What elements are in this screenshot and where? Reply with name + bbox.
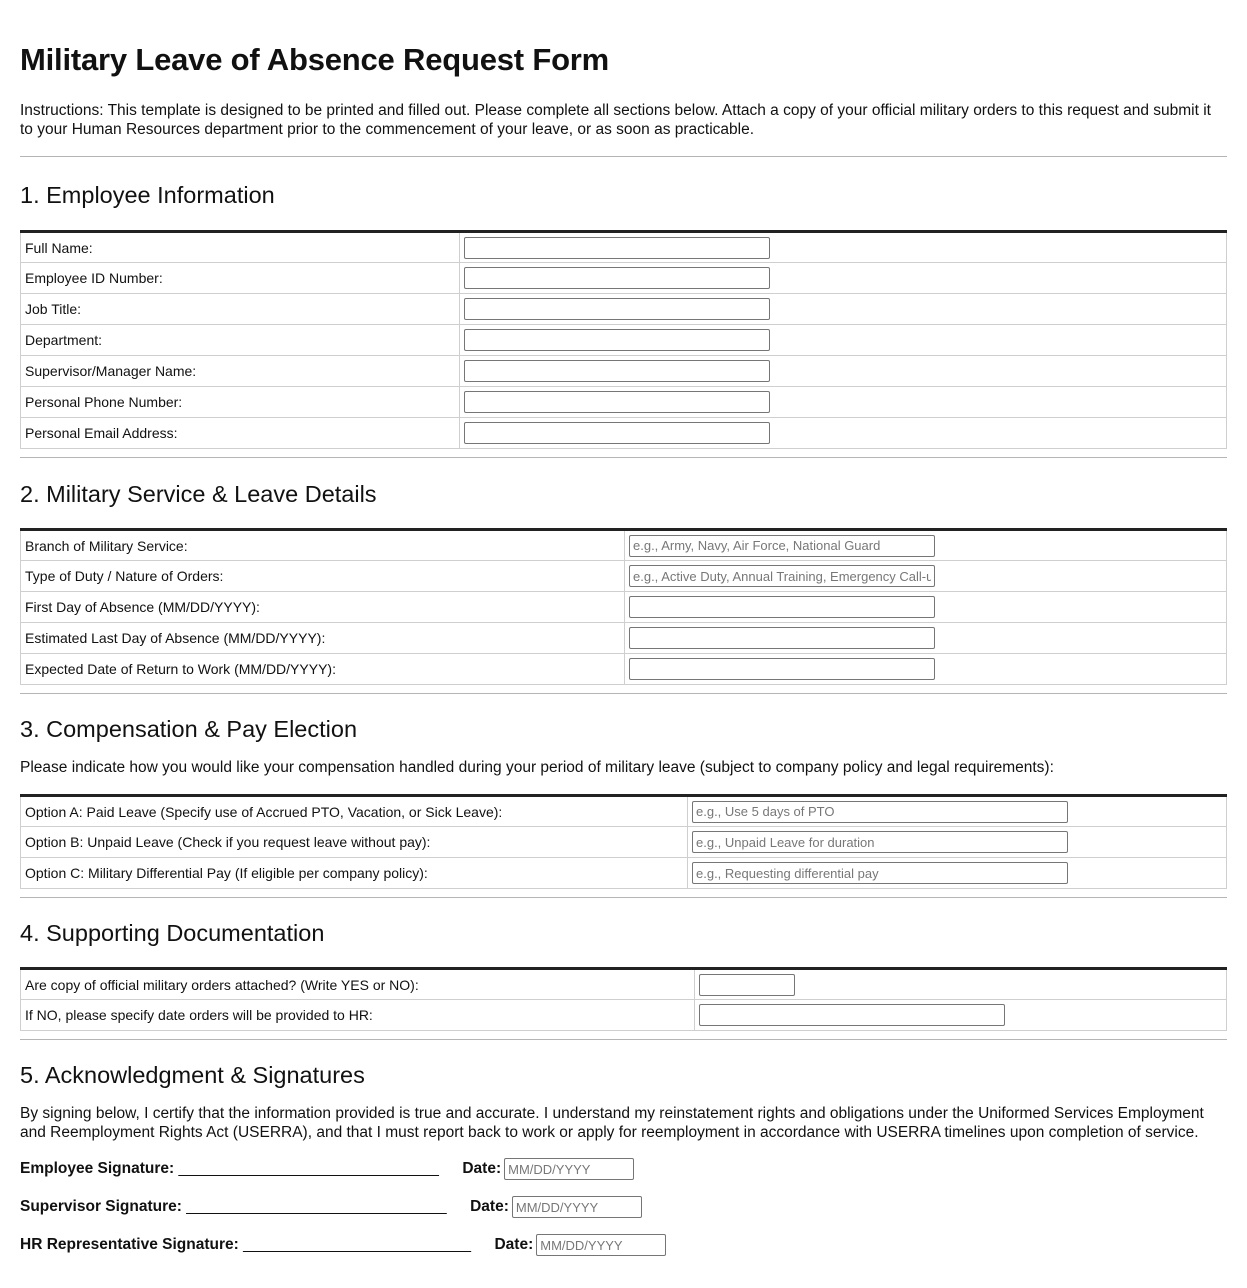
job-title-input[interactable] (464, 298, 770, 320)
table-row (21, 356, 1227, 387)
hr-signature-label: HR Representative Signature: (20, 1236, 239, 1253)
employee-info-table (20, 230, 1227, 449)
branch-input[interactable] (629, 535, 935, 557)
paid-leave-input[interactable] (692, 801, 1068, 823)
employee-date-label: Date: (462, 1160, 502, 1177)
hr-date-label: Date: (494, 1236, 534, 1253)
supervisor-date-label: Date: (470, 1198, 509, 1215)
field-cell (460, 232, 1227, 263)
section-heading-employee-info: 1. Employee Information (20, 182, 275, 208)
field-label: Option C: Military Differential Pay (If eligible per company policy): (21, 858, 688, 889)
employee-signature-label: Employee Signature: (20, 1160, 175, 1177)
field-cell (625, 623, 1227, 654)
hr-date-input[interactable] (536, 1234, 666, 1256)
field-label: Department: (21, 325, 460, 356)
field-cell (688, 796, 1227, 827)
field-cell (688, 827, 1227, 858)
field-cell (695, 969, 1227, 1000)
field-cell (460, 356, 1227, 387)
table-row (21, 1000, 1227, 1031)
employee-id-input[interactable] (464, 267, 770, 289)
field-label: Branch of Military Service: (21, 530, 625, 561)
table-row (21, 827, 1227, 858)
full-name-input[interactable] (464, 237, 770, 259)
table-row (21, 232, 1227, 263)
hr-signature-row (20, 1226, 1227, 1264)
table-row (21, 969, 1227, 1000)
field-label: Personal Phone Number: (21, 387, 460, 418)
field-label: Expected Date of Return to Work (MM/DD/YYYY): (21, 654, 625, 685)
field-label: Employee ID Number: (21, 263, 460, 294)
field-cell (688, 858, 1227, 889)
table-row (21, 418, 1227, 449)
field-cell (625, 654, 1227, 685)
acknowledgment-text: By signing below, I certify that the information provided is true and accurate. I understand my reinstatement rights and obligations under the Uniformed Services Employment and Reemployment Rights Act (USERRA), and that I must report back to work or apply for reemployment in accordance with USERRA timelines upon completion of service. (20, 1105, 1204, 1141)
table-row (21, 263, 1227, 294)
orders-date-input[interactable] (699, 1004, 1005, 1026)
table-row (21, 325, 1227, 356)
table-row (21, 530, 1227, 561)
field-label: Are copy of official military orders attached? (Write YES or NO): (21, 969, 695, 1000)
employee-signature-line[interactable]: ________________________________ (178, 1160, 439, 1177)
supervisor-signature-row (20, 1188, 1227, 1226)
compensation-instructions: Please indicate how you would like your compensation handled during your period of military leave (subject to company policy and legal requirements): (20, 759, 1054, 776)
email-input[interactable] (464, 422, 770, 444)
section-heading-documentation: 4. Supporting Documentation (20, 920, 325, 946)
field-cell (460, 263, 1227, 294)
phone-input[interactable] (464, 391, 770, 413)
field-label: Job Title: (21, 294, 460, 325)
supervisor-signature-label: Supervisor Signature: (20, 1198, 182, 1215)
unpaid-leave-input[interactable] (692, 831, 1068, 853)
differential-pay-input[interactable] (692, 862, 1068, 884)
field-cell (460, 418, 1227, 449)
field-label: First Day of Absence (MM/DD/YYYY): (21, 592, 625, 623)
return-date-input[interactable] (629, 658, 935, 680)
field-label: Option B: Unpaid Leave (Check if you request leave without pay): (21, 827, 688, 858)
supervisor-signature-line[interactable]: ________________________________ (186, 1198, 447, 1215)
orders-attached-input[interactable] (699, 974, 795, 996)
supervisor-name-input[interactable] (464, 360, 770, 382)
section-heading-military-details: 2. Military Service & Leave Details (20, 481, 377, 507)
field-cell (695, 1000, 1227, 1031)
field-label: Type of Duty / Nature of Orders: (21, 561, 625, 592)
table-row (21, 796, 1227, 827)
department-input[interactable] (464, 329, 770, 351)
field-label: If NO, please specify date orders will be provided to HR: (21, 1000, 695, 1031)
table-row (21, 592, 1227, 623)
field-label: Personal Email Address: (21, 418, 460, 449)
table-row (21, 294, 1227, 325)
employee-date-input[interactable] (504, 1158, 634, 1180)
hr-signature-line[interactable]: ____________________________ (243, 1236, 471, 1253)
duty-type-input[interactable] (629, 565, 935, 587)
field-label: Supervisor/Manager Name: (21, 356, 460, 387)
section-heading-acknowledgment: 5. Acknowledgment & Signatures (20, 1062, 365, 1088)
page-title: Military Leave of Absence Request Form (20, 42, 610, 77)
table-row (21, 623, 1227, 654)
field-cell (460, 387, 1227, 418)
field-label: Option A: Paid Leave (Specify use of Accrued PTO, Vacation, or Sick Leave): (21, 796, 688, 827)
employee-signature-row (20, 1150, 1227, 1188)
field-cell (460, 325, 1227, 356)
documentation-table (20, 967, 1227, 1031)
field-cell (625, 592, 1227, 623)
compensation-table (20, 794, 1227, 889)
military-details-table (20, 528, 1227, 685)
field-label: Full Name: (21, 232, 460, 263)
instructions-text: Instructions: This template is designed to be printed and filled out. Please complete all sections below. Attach a copy of your official military orders to this request and submit it to your Human Resources department prior to the commencement of your leave, or as soon as practicable. (20, 102, 1211, 138)
table-row (21, 654, 1227, 685)
last-day-input[interactable] (629, 627, 935, 649)
first-day-input[interactable] (629, 596, 935, 618)
field-cell (460, 294, 1227, 325)
section-heading-compensation: 3. Compensation & Pay Election (20, 716, 358, 742)
table-row (21, 387, 1227, 418)
field-cell (625, 530, 1227, 561)
table-row (21, 858, 1227, 889)
field-cell (625, 561, 1227, 592)
field-label: Estimated Last Day of Absence (MM/DD/YYYY): (21, 623, 625, 654)
table-row (21, 561, 1227, 592)
supervisor-date-input[interactable] (512, 1196, 642, 1218)
